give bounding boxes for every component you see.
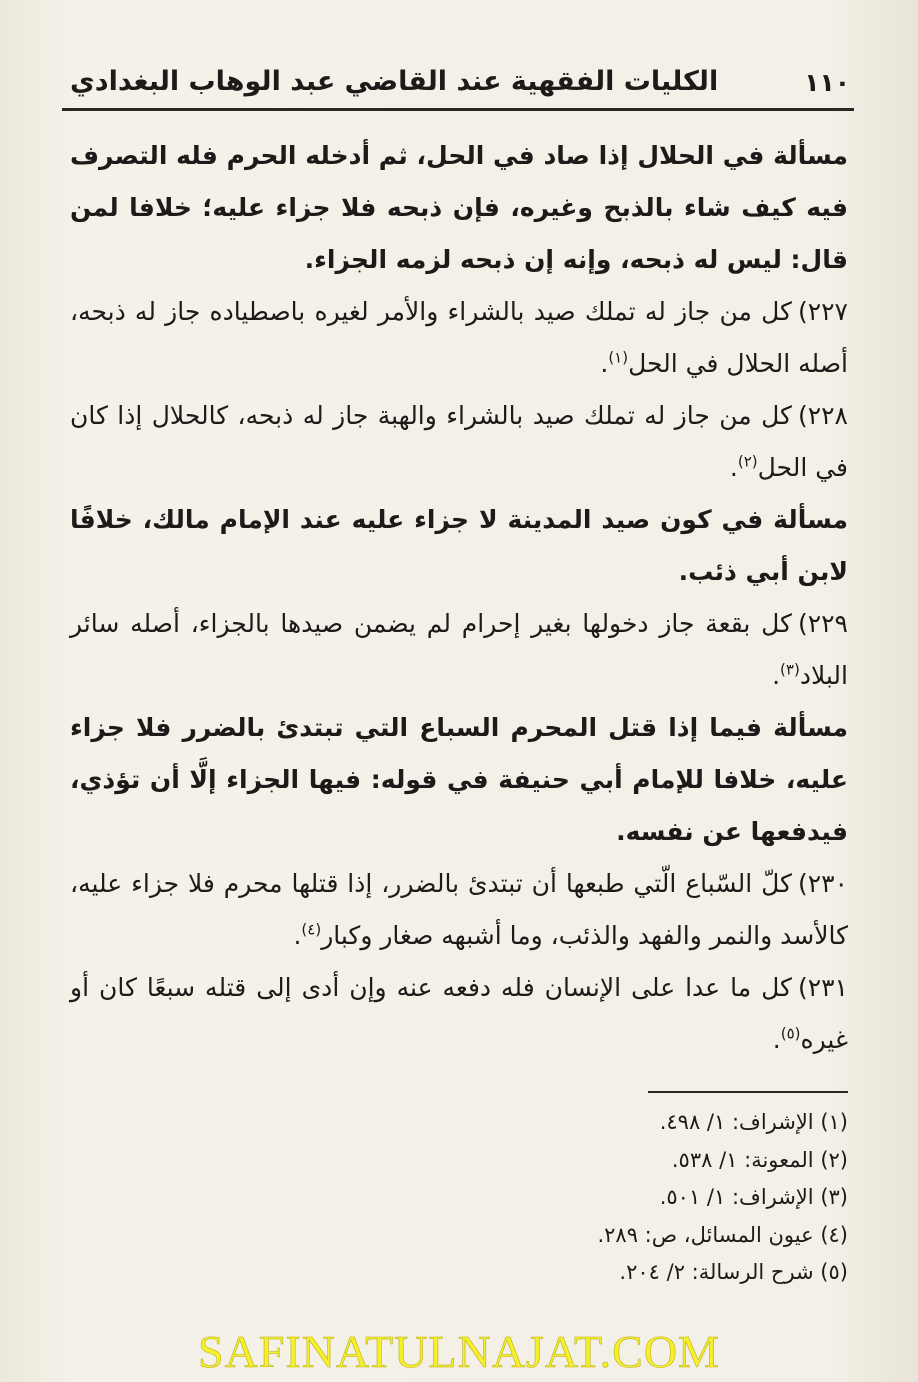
footnote-marker: (٥) [780,1024,801,1043]
footnote-item: (٤) عيون المسائل، ص: ٢٨٩. [597,1222,848,1247]
footnote-item: (٢) المعونة: ١/ ٥٣٨. [671,1147,848,1172]
rule-entry-231 [70,962,848,1066]
entry-number: ٢٣١) [797,973,848,1002]
entry-period: . [772,1025,781,1054]
masala-paragraph: مسألة في الحلال إذا صاد في الحل، ثم أدخله الحرم فله التصرف فيه كيف شاء بالذبح وغيره، فإن ذبحه فلا جزاء عليه؛ خلافا لمن قال: ليس له ذبحه، وإنه إن ذبحه لزمه الجزاء. [70,141,848,274]
header-divider [62,108,854,111]
page-header [62,62,854,106]
footnote-item: (١) الإشراف: ١/ ٤٩٨. [659,1110,848,1134]
entry-period: . [293,921,302,950]
site-watermark: SAFINATULNAJAT.COM [198,1326,720,1377]
footnote-marker: (٤) [301,920,322,939]
main-text [70,130,848,1066]
page-number: ١١٠ [804,68,850,97]
footnote-item: (٥) شرح الرسالة: ٢/ ٢٠٤. [619,1260,848,1284]
entry-period: . [600,349,609,378]
masala-paragraph: مسألة فيما إذا قتل المحرم السباع التي تبتدئ بالضرر فلا جزاء عليه، خلافا للإمام أبي حنيفة في قوله: فيها الجزاء إلَّا أن تؤذي، فيدفعها عن نفسه. [70,713,848,846]
footnote-item: (٣) الإشراف: ١/ ٥٠١. [659,1185,848,1209]
footnote-marker: (١) [608,348,629,367]
entry-text: كل من جاز له تملك صيد بالشراء والأمر لغيره باصطياده جاز له ذبحه، أصله الحلال في الحل [70,297,848,378]
entry-number: ٢٢٧) [797,297,848,326]
entry-period: . [729,453,738,482]
rule-entry-227 [70,286,848,390]
footnote-marker: (٣) [780,660,800,679]
footnote-marker: (٢) [737,452,758,471]
running-title: الكليات الفقهية عند القاضي عبد الوهاب البغدادي [70,66,719,97]
rule-entry-229 [70,598,848,702]
rule-entry-228 [70,390,848,494]
entry-number: ٢٢٩) [797,609,848,638]
entry-text: كل من جاز له تملك صيد بالشراء والهبة جاز له ذبحه، كالحلال إذا كان في الحل [70,401,848,482]
entry-text: كل بقعة جاز دخولها بغير إحرام لم يضمن صيدها بالجزاء، أصله سائر البلاد [70,609,848,690]
footnote-divider [648,1091,848,1093]
masala-paragraph: مسألة في كون صيد المدينة لا جزاء عليه عند الإمام مالك، خلافًا لابن أبي ذئب. [70,505,848,586]
entry-number: ٢٣٠) [797,869,848,898]
rule-entry-230 [70,858,848,962]
entry-number: ٢٢٨) [797,401,848,430]
entry-text: كلّ السّباع الّتي طبعها أن تبتدئ بالضرر، إذا قتلها محرم فلا جزاء عليه، كالأسد والنمر والفهد والذئب، وما أشبهه صغار وكبار [70,869,848,950]
entry-text: كل ما عدا على الإنسان فله دفعه عنه وإن أدى إلى قتله سبعًا كان أو غيره [70,973,848,1054]
footnotes [288,1104,848,1292]
entry-period: . [772,661,781,690]
